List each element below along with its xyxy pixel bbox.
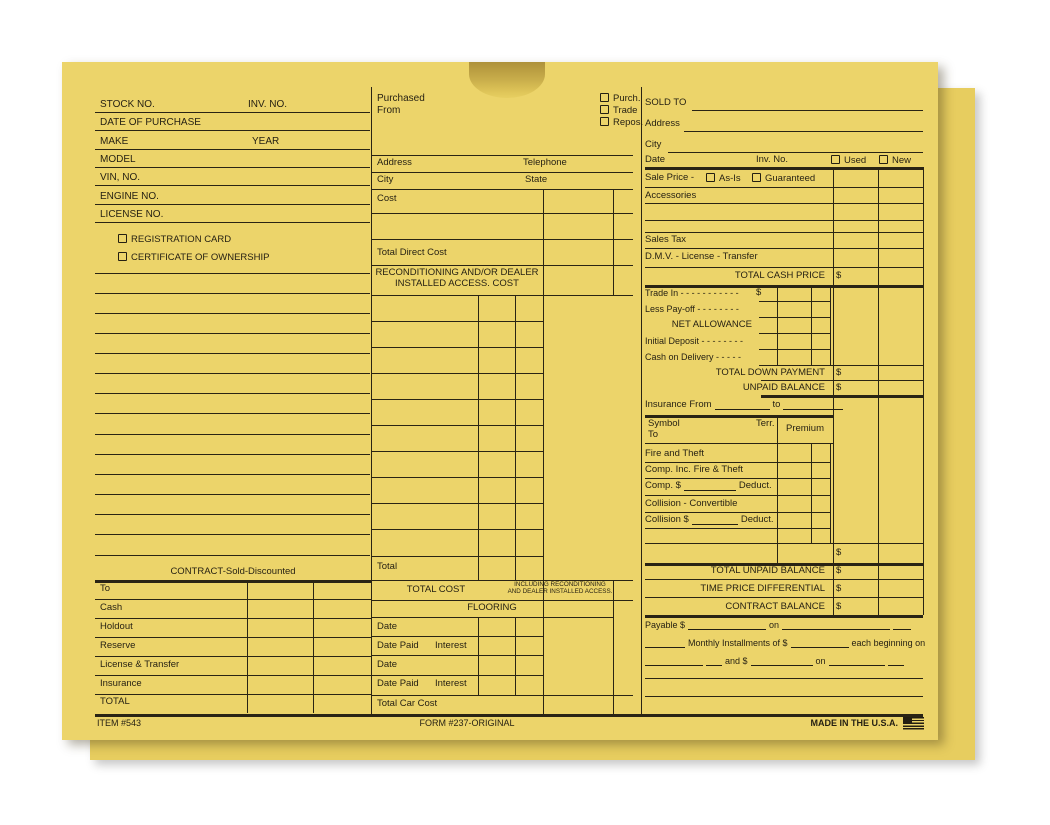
rule-line	[95, 656, 371, 657]
contract-row-insurance: Insurance	[100, 678, 142, 689]
rule-line	[95, 167, 370, 168]
rule-line	[645, 543, 923, 544]
envelope-front	[62, 62, 938, 740]
blank-line	[684, 482, 736, 491]
rule-line	[371, 347, 543, 348]
checkbox-repos-label: Repos.	[613, 117, 644, 128]
flooring-date-1: Date	[377, 621, 398, 632]
comp-deduct-prefix: Comp. $	[645, 480, 681, 491]
rule-line	[478, 295, 479, 580]
field-seller-telephone: Telephone	[523, 157, 567, 168]
total-cost-note-line-1: INCLUDING RECONDITIONING	[514, 581, 606, 588]
checkbox-registration-card-label: REGISTRATION CARD	[131, 234, 232, 245]
flooring-interest-2: Interest	[435, 678, 467, 689]
blank-line	[829, 657, 885, 666]
checkbox-icon	[706, 173, 715, 182]
field-sold-to: SOLD TO	[645, 97, 687, 108]
checkbox-new-label: New	[892, 155, 912, 166]
rule-line	[371, 295, 633, 296]
flooring-section-header: FLOORING	[467, 602, 517, 613]
checkbox-icon	[752, 173, 761, 182]
rule-line	[645, 597, 923, 598]
flooring-interest-1: Interest	[435, 640, 467, 651]
field-total: Total	[377, 561, 398, 572]
label-total-down-payment: TOTAL DOWN PAYMENT	[715, 367, 825, 378]
rule-line	[95, 434, 370, 435]
checkbox-as-is	[706, 173, 741, 184]
checkbox-icon	[879, 155, 888, 164]
rule-line	[95, 353, 370, 354]
field-comp-deduct	[645, 481, 772, 491]
field-make: MAKE	[100, 136, 129, 147]
rule-line	[371, 695, 633, 696]
field-total-cost: TOTAL COST	[406, 584, 466, 595]
contract-row-cash: Cash	[100, 602, 123, 613]
payable-line-3	[645, 656, 904, 666]
field-comp-inc-fire-theft: Comp. Inc. Fire & Theft	[645, 464, 744, 475]
field-insurance-from	[645, 400, 843, 410]
label-unpaid-balance: UNPAID BALANCE	[742, 382, 825, 393]
checkbox-certificate-ownership	[118, 252, 269, 263]
rule-line	[645, 696, 923, 697]
rule-line	[543, 189, 544, 714]
contract-row-reserve: Reserve	[100, 640, 136, 651]
recond-header-line-1: RECONDITIONING AND/OR DEALER	[375, 267, 539, 278]
field-engine-no: ENGINE NO.	[100, 191, 159, 202]
rule-line	[777, 285, 778, 365]
field-seller-address: Address	[377, 157, 412, 168]
insurance-from-label: Insurance From	[645, 399, 712, 410]
payable-on2-label: on	[815, 656, 826, 666]
rule-line	[645, 187, 923, 188]
each-beginning-label: each beginning on	[851, 638, 926, 648]
rule-line	[371, 451, 543, 452]
rule-line	[923, 167, 924, 615]
rule-line	[95, 273, 370, 274]
footer-item-number: ITEM #543	[97, 718, 142, 728]
rule-line	[95, 293, 370, 294]
rule-line	[95, 514, 370, 515]
rule-line	[95, 185, 370, 186]
rule-line	[371, 399, 543, 400]
rule-line	[371, 213, 633, 214]
field-sales-tax: Sales Tax	[645, 234, 687, 245]
checkbox-registration-card	[118, 234, 231, 245]
rule-line	[95, 112, 370, 113]
field-fire-and-theft: Fire and Theft	[645, 448, 704, 459]
field-buyer-city: City	[645, 139, 662, 150]
checkbox-used-label: Used	[844, 155, 867, 166]
rule-line	[777, 415, 778, 563]
rule-line	[95, 313, 370, 314]
monthly-installments-label: Monthly Installments of $	[688, 638, 788, 648]
rule-line	[645, 203, 923, 204]
subtotal-dollar-sign: $	[836, 547, 842, 558]
rule-line	[645, 495, 830, 496]
rule-line	[95, 393, 370, 394]
payable-label: Payable $	[645, 620, 686, 630]
and-amount-label: and $	[725, 656, 748, 666]
insurance-to-label: to	[772, 399, 781, 410]
rule-line	[645, 232, 923, 233]
blank-line	[893, 621, 911, 630]
field-total-direct-cost: Total Direct Cost	[377, 247, 447, 258]
rule-line	[95, 474, 370, 475]
label-time-price-differential: TIME PRICE DIFFERENTIAL	[700, 583, 825, 594]
blank-line	[706, 657, 722, 666]
label-terr: Terr.	[756, 418, 775, 429]
blank-line	[782, 621, 890, 630]
purchased-from-label-1: Purchased	[377, 93, 425, 104]
rule-line	[645, 678, 923, 679]
blank-line	[645, 639, 685, 648]
checkbox-icon	[118, 252, 127, 261]
rule-line	[878, 167, 879, 615]
blank-line	[783, 401, 843, 410]
field-net-allowance: NET ALLOWANCE	[671, 319, 752, 330]
checkbox-used	[831, 155, 866, 166]
field-stock-no: STOCK NO.	[100, 99, 155, 110]
checkbox-repos	[600, 117, 643, 128]
rule-line	[95, 149, 370, 150]
label-symbol-to: To	[648, 429, 659, 440]
blank-line	[692, 516, 738, 525]
rule-line	[759, 317, 830, 318]
field-dmv-license-transfer: D.M.V. - License - Transfer	[645, 251, 758, 262]
blank-line	[715, 401, 770, 410]
checkbox-new	[879, 155, 911, 166]
field-sale-date: Date	[645, 154, 666, 165]
rule-line	[833, 167, 834, 615]
field-model: MODEL	[100, 154, 136, 165]
label-total-unpaid-balance: TOTAL UNPAID BALANCE	[710, 565, 825, 576]
field-trade-in: Trade In - - - - - - - - - - -	[645, 288, 739, 298]
field-buyer-address: Address	[645, 118, 680, 129]
rule-line	[684, 131, 923, 132]
rule-line	[95, 494, 370, 495]
payable-on-label: on	[769, 620, 780, 630]
thumb-notch	[469, 62, 545, 98]
contract-row-license-transfer: License & Transfer	[100, 659, 180, 670]
checkbox-icon	[600, 117, 609, 126]
time-price-differential-dollar-sign: $	[836, 583, 842, 594]
rule-line	[95, 618, 371, 619]
rule-line	[613, 189, 614, 295]
rule-line	[759, 301, 830, 302]
rule-line	[645, 443, 833, 444]
rule-line	[371, 87, 372, 714]
checkbox-certificate-ownership-label: CERTIFICATE OF OWNERSHIP	[131, 252, 270, 263]
rule-line	[95, 580, 371, 583]
total-cost-note-line-2: AND DEALER INSTALLED ACCESS.	[507, 587, 613, 595]
rule-line	[371, 373, 543, 374]
field-total-car-cost: Total Car Cost	[377, 698, 438, 709]
rule-line	[641, 87, 642, 714]
rule-line	[371, 477, 543, 478]
rule-line	[668, 152, 923, 153]
rule-line	[95, 222, 370, 223]
rule-line	[645, 579, 923, 580]
field-cost: Cost	[377, 193, 397, 204]
rule-line	[95, 555, 370, 556]
payable-line-2	[645, 638, 925, 648]
checkbox-trade	[600, 105, 637, 116]
rule-line	[759, 349, 830, 350]
field-initial-deposit: Initial Deposit - - - - - - - -	[645, 336, 744, 346]
label-symbol: Symbol	[648, 418, 680, 429]
rule-line	[95, 413, 370, 414]
checkbox-guaranteed-label: Guaranteed	[765, 173, 816, 184]
flooring-date-paid-2: Date Paid	[377, 678, 419, 689]
field-accessories: Accessories	[645, 190, 697, 201]
checkbox-icon	[600, 93, 609, 102]
checkbox-icon	[118, 234, 127, 243]
rule-line	[95, 373, 370, 374]
field-less-payoff: Less Pay-off - - - - - - - -	[645, 304, 739, 314]
trade-in-dollar-sign: $	[756, 287, 762, 298]
rule-line	[371, 239, 633, 240]
blank-line	[645, 657, 703, 666]
rule-line	[371, 321, 543, 322]
rule-line	[95, 454, 370, 455]
rule-line	[95, 675, 371, 676]
rule-line	[371, 189, 633, 190]
checkbox-guaranteed	[752, 173, 815, 184]
field-cash-on-delivery: Cash on Delivery - - - - -	[645, 352, 742, 362]
rule-line	[95, 534, 370, 535]
total-cash-price-dollar-sign: $	[836, 270, 842, 281]
rule-line	[371, 529, 543, 530]
unpaid-balance-dollar-sign: $	[836, 382, 842, 393]
total-down-payment-dollar-sign: $	[836, 367, 842, 378]
rule-line	[95, 599, 371, 600]
rule-line	[95, 694, 371, 695]
rule-line	[95, 333, 370, 334]
field-year: YEAR	[252, 136, 280, 147]
rule-line	[645, 220, 923, 221]
field-sale-price: Sale Price -	[645, 172, 695, 183]
rule-line	[371, 655, 543, 656]
field-collision-deduct	[645, 515, 774, 525]
rule-line	[645, 167, 923, 170]
total-cost-note	[500, 582, 620, 596]
blank-line	[888, 657, 904, 666]
rule-line	[371, 556, 543, 557]
contract-row-holdout: Holdout	[100, 621, 133, 632]
footer-made-in-usa: MADE IN THE U.S.A.	[810, 718, 898, 728]
rule-line	[95, 130, 370, 131]
rule-line	[811, 285, 812, 365]
rule-line	[645, 615, 923, 618]
rule-line	[371, 503, 543, 504]
rule-line	[95, 637, 371, 638]
rule-line	[645, 528, 830, 529]
rule-line	[645, 248, 923, 249]
rule-line	[371, 425, 543, 426]
checkbox-icon	[831, 155, 840, 164]
rule-line	[371, 636, 543, 637]
checkbox-as-is-label: As-Is	[719, 173, 741, 184]
rule-line	[515, 295, 516, 580]
rule-line	[830, 443, 831, 543]
checkbox-icon	[600, 105, 609, 114]
us-flag-icon	[903, 717, 924, 730]
collision-deduct-prefix: Collision $	[645, 514, 689, 525]
field-seller-city: City	[377, 174, 394, 185]
rule-line	[371, 172, 633, 173]
checkbox-purch	[600, 93, 640, 104]
rule-line	[830, 285, 831, 365]
payable-line-1	[645, 620, 911, 630]
rule-line	[371, 617, 613, 618]
footer-form-number: FORM #237-ORIGINAL	[419, 718, 515, 728]
rule-line	[95, 714, 923, 717]
label-total-cash-price: TOTAL CASH PRICE	[734, 270, 825, 281]
contract-section-header: CONTRACT-Sold-Discounted	[170, 566, 296, 577]
purchased-from-label-2: From	[377, 105, 401, 116]
field-collision-convertible: Collision - Convertible	[645, 498, 738, 509]
field-seller-state: State	[525, 174, 548, 185]
label-premium: Premium	[785, 423, 824, 434]
contract-row-to: To	[100, 583, 111, 594]
total-unpaid-balance-dollar-sign: $	[836, 565, 842, 576]
checkbox-purch-label: Purch.	[613, 93, 641, 104]
field-sale-inv-no: Inv. No.	[756, 154, 789, 165]
rule-line	[371, 675, 543, 676]
recond-header-line-2: INSTALLED ACCESS. COST	[395, 278, 519, 289]
blank-line	[688, 621, 766, 630]
rule-line	[759, 333, 830, 334]
blank-line	[751, 657, 813, 666]
rule-line	[692, 110, 923, 111]
comp-deduct-suffix: Deduct.	[738, 480, 772, 491]
flooring-date-paid-1: Date Paid	[377, 640, 419, 651]
contract-balance-dollar-sign: $	[836, 601, 842, 612]
field-inv-no: INV. NO.	[248, 99, 288, 110]
rule-line	[645, 267, 923, 268]
label-contract-balance: CONTRACT BALANCE	[725, 601, 825, 612]
contract-row-total: TOTAL	[100, 696, 130, 707]
field-date-of-purchase: DATE OF PURCHASE	[100, 117, 201, 128]
collision-deduct-suffix: Deduct.	[740, 514, 774, 525]
checkbox-trade-label: Trade	[613, 105, 638, 116]
rule-line	[761, 395, 923, 398]
field-vin-no: VIN, NO.	[100, 172, 141, 183]
blank-line	[791, 639, 849, 648]
field-license-no: LICENSE NO.	[100, 209, 164, 220]
flooring-date-2: Date	[377, 659, 398, 670]
rule-line	[95, 204, 370, 205]
